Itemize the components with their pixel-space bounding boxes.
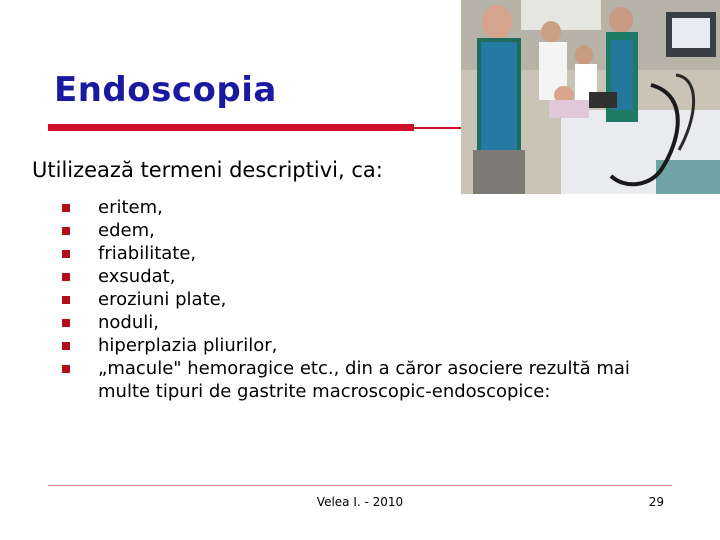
square-bullet-icon (62, 319, 70, 327)
list-item-text: eritem, (98, 197, 163, 218)
list-item (62, 311, 662, 334)
square-bullet-icon (62, 227, 70, 235)
list-item-text: friabilitate, (98, 243, 197, 264)
title-underline-bar (48, 124, 414, 131)
page-number: 29 (648, 495, 664, 509)
bullet-list (62, 196, 662, 403)
list-item (62, 196, 662, 219)
square-bullet-icon (62, 342, 70, 350)
list-item-text: hiperplazia pliurilor, (98, 335, 278, 356)
list-item (62, 357, 662, 403)
square-bullet-icon (62, 250, 70, 258)
list-item-text: eroziuni plate, (98, 289, 227, 310)
square-bullet-icon (62, 204, 70, 212)
square-bullet-icon (62, 296, 70, 304)
list-item-text: noduli, (98, 312, 159, 333)
list-item (62, 242, 662, 265)
footer-author: Velea I. - 2010 (316, 495, 404, 509)
list-item-text: edem, (98, 220, 155, 241)
list-item (62, 265, 662, 288)
list-item-text: „macule" hemoragice etc., din a căror asociere rezultă mai multe tipuri de gastrite macroscopic-endoscopice: (98, 358, 630, 402)
endoscopy-room-photo (461, 0, 720, 194)
footer-divider (48, 485, 672, 486)
list-item-text: exsudat, (98, 266, 176, 287)
square-bullet-icon (62, 365, 70, 373)
list-item (62, 334, 662, 357)
list-item (62, 288, 662, 311)
square-bullet-icon (62, 273, 70, 281)
list-item (62, 219, 662, 242)
intro-text: Utilizează termeni descriptivi, ca: (32, 158, 383, 182)
slide-title: Endoscopia (54, 70, 277, 110)
